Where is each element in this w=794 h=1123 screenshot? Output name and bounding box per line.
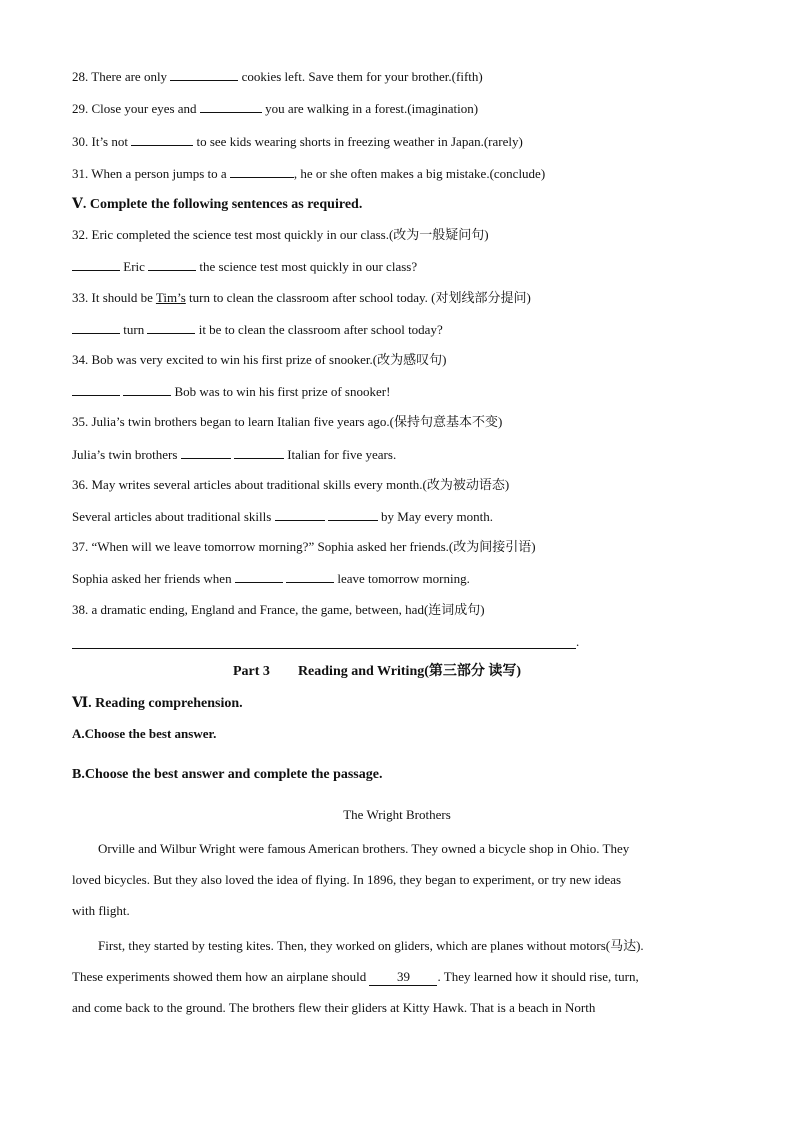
answer-blank[interactable] bbox=[275, 508, 325, 521]
question-32: 32. Eric completed the science test most quickly in our class.(改为一般疑问句) bbox=[72, 227, 489, 242]
question-35: 35. Julia’s twin brothers began to learn Italian five years ago.(保持句意基本不变) bbox=[72, 414, 503, 429]
question-38-answer-line[interactable] bbox=[72, 648, 576, 649]
question-35-answer: Julia’s twin brothers Italian for five years. bbox=[72, 447, 397, 462]
section-heading-5: Ⅴ. Complete the following sentences as required. bbox=[72, 197, 363, 212]
cloze-blank-39[interactable]: 39 bbox=[369, 969, 437, 986]
answer-blank[interactable] bbox=[328, 508, 378, 521]
question-28: 28. There are only cookies left. Save them for your brother.(fifth) bbox=[72, 69, 483, 84]
passage-line: and come back to the ground. The brothers flew their gliders at Kitty Hawk. That is a beach in North bbox=[72, 1000, 596, 1015]
answer-blank[interactable] bbox=[230, 165, 294, 178]
passage-title: The Wright Brothers bbox=[343, 807, 451, 822]
question-34: 34. Bob was very excited to win his first prize of snooker.(改为感叹句) bbox=[72, 352, 447, 367]
answer-blank[interactable] bbox=[200, 100, 262, 113]
answer-blank[interactable] bbox=[147, 321, 195, 334]
answer-blank[interactable] bbox=[131, 133, 193, 146]
answer-blank[interactable] bbox=[148, 258, 196, 271]
part-3-heading: Part 3 Reading and Writing(第三部分 读写) bbox=[233, 664, 522, 679]
question-36: 36. May writes several articles about traditional skills every month.(改为被动语态) bbox=[72, 477, 510, 492]
answer-blank[interactable] bbox=[181, 446, 231, 459]
passage-line: loved bicycles. But they also loved the idea of flying. In 1896, they began to experiment, or try new ideas bbox=[72, 872, 622, 887]
answer-blank[interactable] bbox=[72, 321, 120, 334]
answer-blank[interactable] bbox=[234, 446, 284, 459]
passage-line: These experiments showed them how an airplane should 39 . They learned how it should rise, turn, bbox=[72, 969, 639, 984]
answer-blank[interactable] bbox=[123, 383, 171, 396]
question-29: 29. Close your eyes and you are walking in a forest.(imagination) bbox=[72, 101, 479, 116]
passage-line: Orville and Wilbur Wright were famous American brothers. They owned a bicycle shop in Ohio. They bbox=[98, 841, 630, 856]
question-33-answer: turn it be to clean the classroom after school today? bbox=[72, 321, 443, 338]
answer-blank[interactable] bbox=[72, 383, 120, 396]
section-heading-6: Ⅵ. Reading comprehension. bbox=[72, 696, 243, 711]
part-a-heading: A.Choose the best answer. bbox=[72, 726, 217, 741]
answer-blank[interactable] bbox=[170, 68, 238, 81]
question-31: 31. When a person jumps to a , he or she often makes a big mistake.(conclude) bbox=[72, 166, 546, 181]
passage-line: with flight. bbox=[72, 903, 130, 918]
answer-blank[interactable] bbox=[72, 258, 120, 271]
question-36-answer: Several articles about traditional skills by May every month. bbox=[72, 509, 493, 524]
question-33: 33. It should be Tim’s turn to clean the classroom after school today. (对划线部分提问) bbox=[72, 290, 531, 305]
question-30: 30. It’s not to see kids wearing shorts in freezing weather in Japan.(rarely) bbox=[72, 134, 523, 149]
answer-blank[interactable] bbox=[235, 570, 283, 583]
passage-line: First, they started by testing kites. Then, they worked on gliders, which are planes without motors(马达). bbox=[98, 938, 644, 953]
question-32-answer: Eric the science test most quickly in our class? bbox=[72, 258, 417, 275]
question-38-period: . bbox=[576, 634, 580, 649]
question-37-answer: Sophia asked her friends when leave tomorrow morning. bbox=[72, 571, 470, 586]
part-b-heading: B.Choose the best answer and complete the passage. bbox=[72, 767, 383, 782]
question-38: 38. a dramatic ending, England and France, the game, between, had(连词成句) bbox=[72, 602, 485, 617]
underlined-word: Tim’s bbox=[155, 290, 186, 305]
question-34-answer: Bob was to win his first prize of snooker! bbox=[72, 383, 390, 400]
question-37: 37. “When will we leave tomorrow morning?” Sophia asked her friends.(改为间接引语) bbox=[72, 539, 536, 554]
answer-blank[interactable] bbox=[286, 570, 334, 583]
